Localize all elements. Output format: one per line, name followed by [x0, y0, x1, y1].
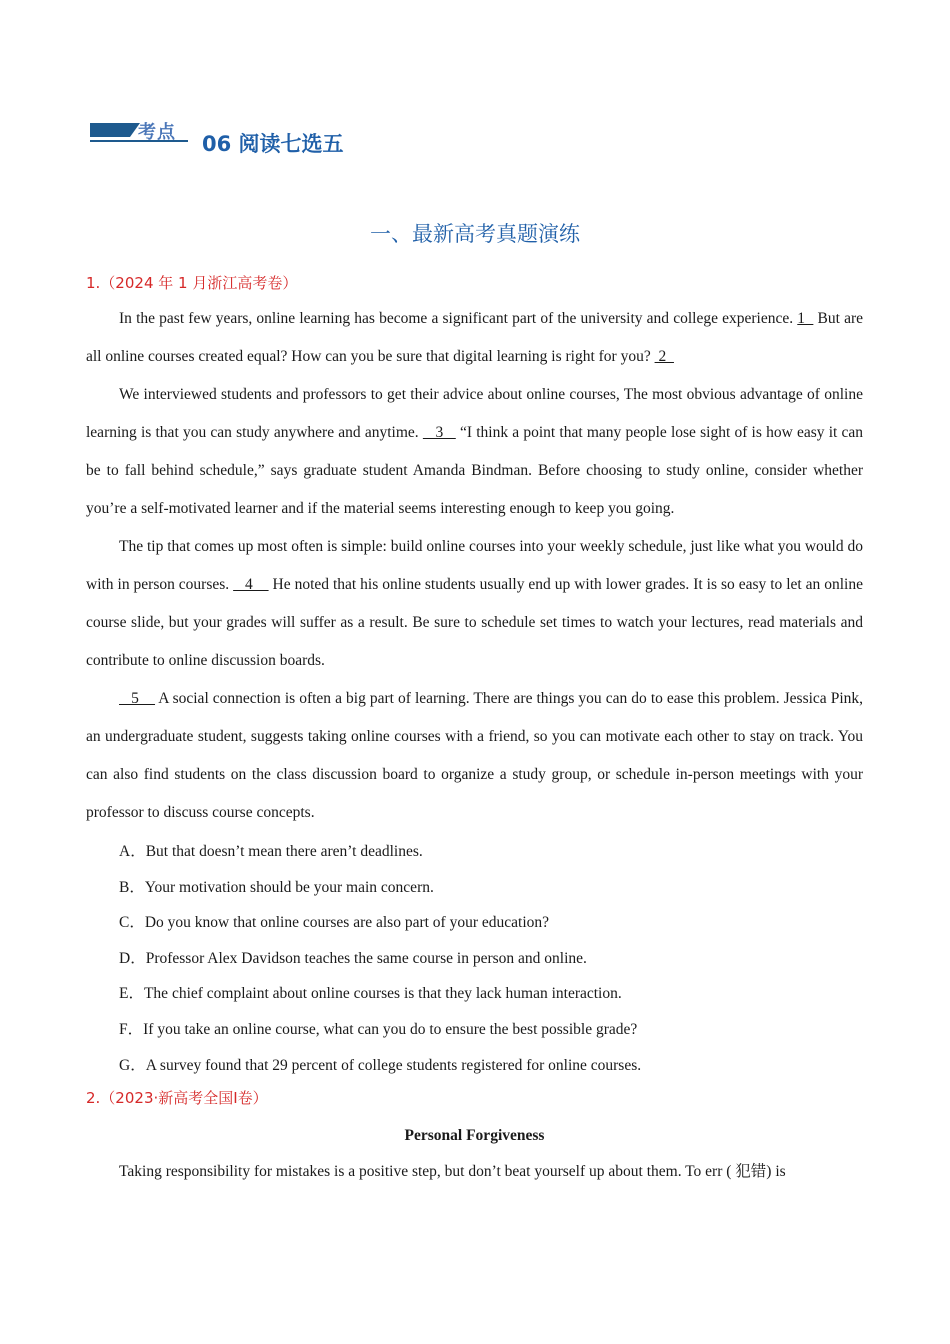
- paragraph-text: In the past few years, online learning has become a significant part of the university and college experience.: [119, 310, 798, 327]
- blank-3: 3: [422, 424, 456, 441]
- paragraph-text: The tip that comes up most often is simple: build online courses into your weekly schedule, just like what you would do with in person courses.: [86, 538, 863, 593]
- paragraph-text: But are all online courses created equal? How can you be sure that digital learning is right for you?: [86, 310, 863, 365]
- blank-2: 2: [654, 348, 674, 365]
- blank-5: 5: [119, 690, 156, 707]
- option-e: E．The chief complaint about online courses is that they lack human interaction.: [119, 985, 622, 1003]
- q2-paragraph-1: Taking responsibility for mistakes is a positive step, but don’t beat yourself up about them. To err ( 犯错) is: [119, 1163, 786, 1181]
- badge-bar-shape: [90, 123, 130, 137]
- q1-paragraph-3: [86, 528, 863, 680]
- question-1-label: 1.（2024 年 1 月浙江高考卷）: [86, 274, 298, 292]
- passage-title: Personal Forgiveness: [404, 1127, 545, 1145]
- chapter-header: [88, 118, 488, 158]
- chapter-title: 06 阅读七选五: [202, 132, 344, 156]
- option-c: C．Do you know that online courses are also part of your education?: [119, 914, 550, 932]
- chapter-badge-label: 考点: [138, 122, 176, 143]
- q1-options-list: [86, 834, 863, 1083]
- section-title: 一、最新高考真题演练: [370, 222, 580, 246]
- question-2-label: 2.（2023·新高考全国Ⅰ卷）: [86, 1089, 268, 1108]
- paragraph-text: “I think a point that many people lose sight of is how easy it can be to fall behind schedule,” says graduate student Amanda Bindman. Before choosing to study online, consider whether you’re a self-motivated learner and if the material seems interesting enough to keep you going.: [86, 424, 864, 517]
- blank-1: 1: [797, 310, 814, 327]
- q1-paragraph-2: [86, 376, 863, 528]
- paragraph-text: A social connection is often a big part of learning. There are things you can do to ease this problem. Jessica Pink, an undergraduate student, suggests taking online courses with a friend, so you can motivate each other to stay on track. You can also find students on the class discussion board to organize a study group, or schedule in-person meetings with your professor to discuss course concepts.: [86, 690, 864, 821]
- option-f: F．If you take an online course, what can you do to ensure the best possible grade?: [119, 1020, 638, 1038]
- document-body: [86, 268, 863, 1191]
- option-b: B．Your motivation should be your main concern.: [119, 878, 434, 896]
- paragraph-text: We interviewed students and professors to get their advice about online courses, The most obvious advantage of online learning is that you can study anywhere and anytime.: [86, 386, 863, 441]
- blank-4: 4: [233, 576, 269, 593]
- option-g: G．A survey found that 29 percent of college students registered for online courses.: [119, 1056, 642, 1074]
- q1-paragraph-4: [86, 680, 863, 832]
- option-a: A．But that doesn’t mean there aren’t deadlines.: [119, 843, 423, 860]
- option-d: D．Professor Alex Davidson teaches the same course in person and online.: [119, 949, 587, 967]
- q1-paragraph-1: [86, 300, 863, 376]
- paragraph-text: He noted that his online students usually end up with lower grades. It is so easy to let an online course slide, but your grades will suffer as a result. Be sure to schedule set times to watch your lectures, read materials and contribute to online discussion boards.: [86, 576, 863, 669]
